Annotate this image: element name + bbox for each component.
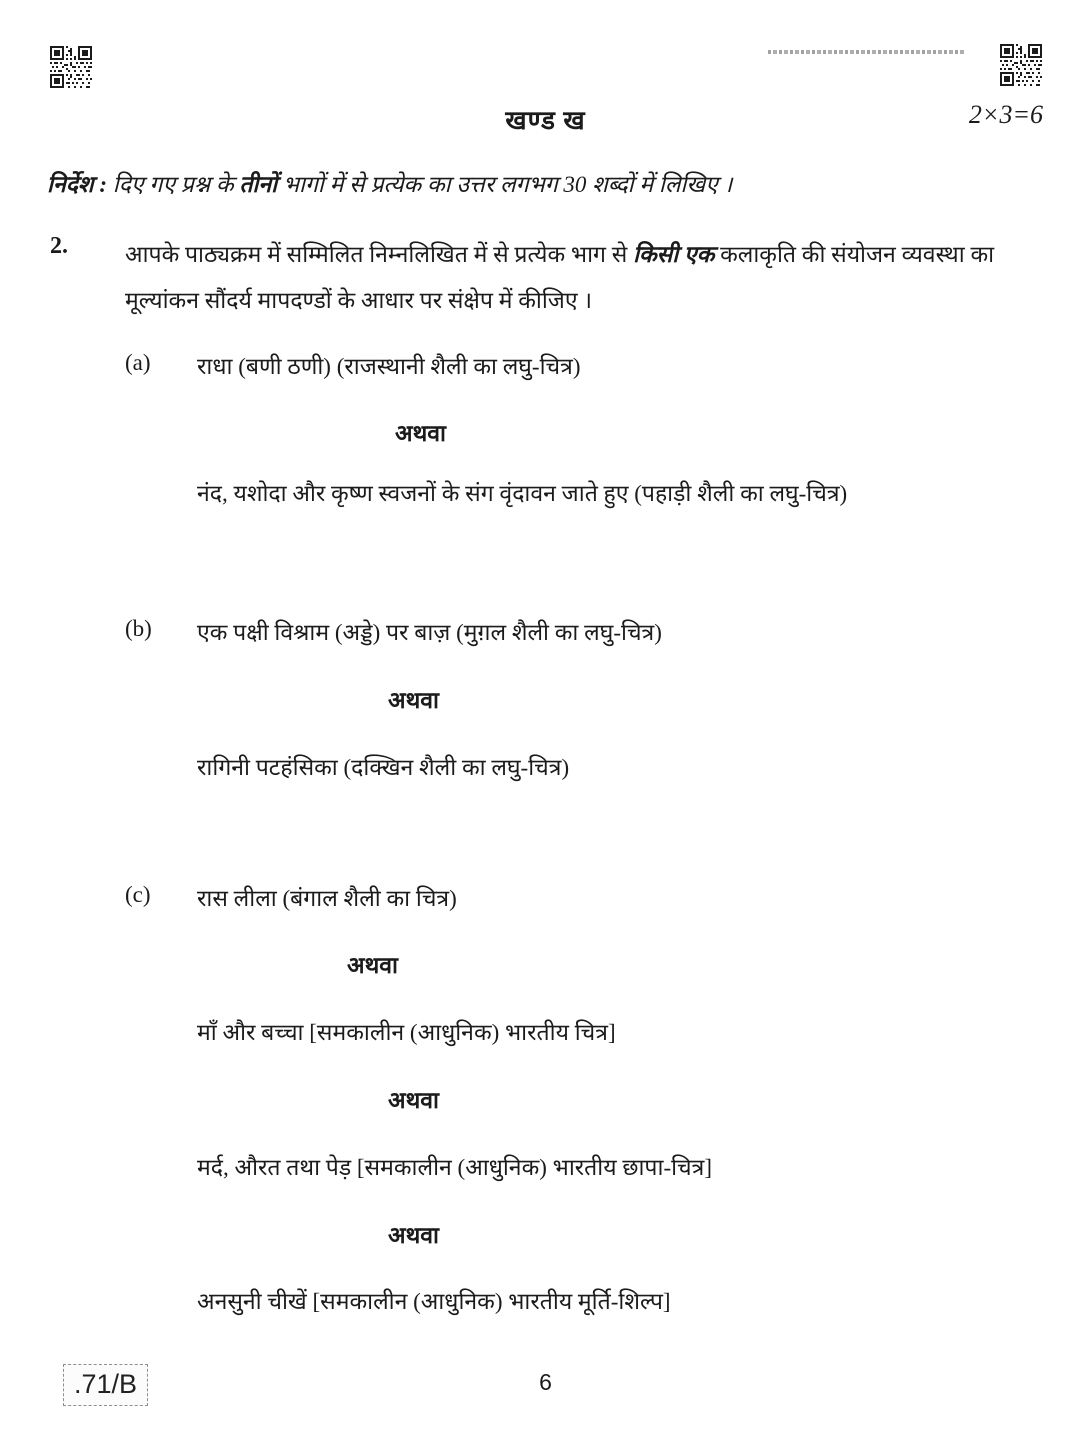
instruction-label: निर्देश : [47,172,107,197]
micro-text-strip [768,50,964,54]
part-b-label: (b) [125,616,152,641]
part-a-option-2: नंद, यशोदा और कृष्ण स्वजनों के संग वृंदावन जाते हुए (पहाड़ी शैली का लघु-चित्र) [197,481,848,506]
part-b-option-2: रागिनी पटहंसिका (दक्खिन शैली का लघु-चित्र) [197,755,570,780]
qr-code-icon [1000,42,1042,93]
part-c-option-4: अनसुनी चीखें [समकालीन (आधुनिक) भारतीय मूर्ति-शिल्प] [197,1289,671,1314]
or-separator: अथवा [388,688,440,713]
question-text [125,232,1003,324]
page-number: 6 [539,1369,552,1395]
question-number: 2. [50,233,68,259]
part-c-option-2: माँ और बच्चा [समकालीन (आधुनिक) भारतीय चित्र] [197,1020,616,1045]
question-text-bold: किसी एक [633,242,715,267]
question-text-post: कलाकृति की संयोजन व्यवस्था का मूल्यांकन सौंदर्य मापदण्डों के आधार पर संक्षेप में कीजिए । [125,242,995,313]
question-text-pre: आपके पाठ्यक्रम में सम्मिलित निम्नलिखित में से प्रत्येक भाग से [125,242,634,267]
paper-code-badge: .71/B [63,1364,148,1406]
part-a-label: (a) [125,350,151,375]
qr-code-icon [50,44,92,95]
marks-value: 2×3=6 [968,100,1043,129]
or-separator: अथवा [395,421,447,446]
or-separator: अथवा [347,953,399,978]
part-b-option-1: एक पक्षी विश्राम (अड्डे) पर बाज़ (मुग़ल शैली का लघु-चित्र) [197,620,662,645]
instruction-text-post: भागों में से प्रत्येक का उत्तर लगभग 30 शब्दों में लिखिए । [277,172,733,197]
part-a-option-1: राधा (बणी ठणी) (राजस्थानी शैली का लघु-चित्र) [197,354,581,379]
instruction-line [47,166,1027,204]
part-c-option-3: मर्द, औरत तथा पेड़ [समकालीन (आधुनिक) भारतीय छापा-चित्र] [197,1155,713,1180]
part-c-label: (c) [125,882,151,907]
instruction-text-bold: तीनों [239,172,278,197]
instruction-text-pre: दिए गए प्रश्न के [106,172,240,197]
or-separator: अथवा [388,1223,440,1248]
section-header: खण्ड ख [505,106,586,135]
or-separator: अथवा [388,1088,440,1113]
part-c-option-1: रास लीला (बंगाल शैली का चित्र) [197,886,457,911]
